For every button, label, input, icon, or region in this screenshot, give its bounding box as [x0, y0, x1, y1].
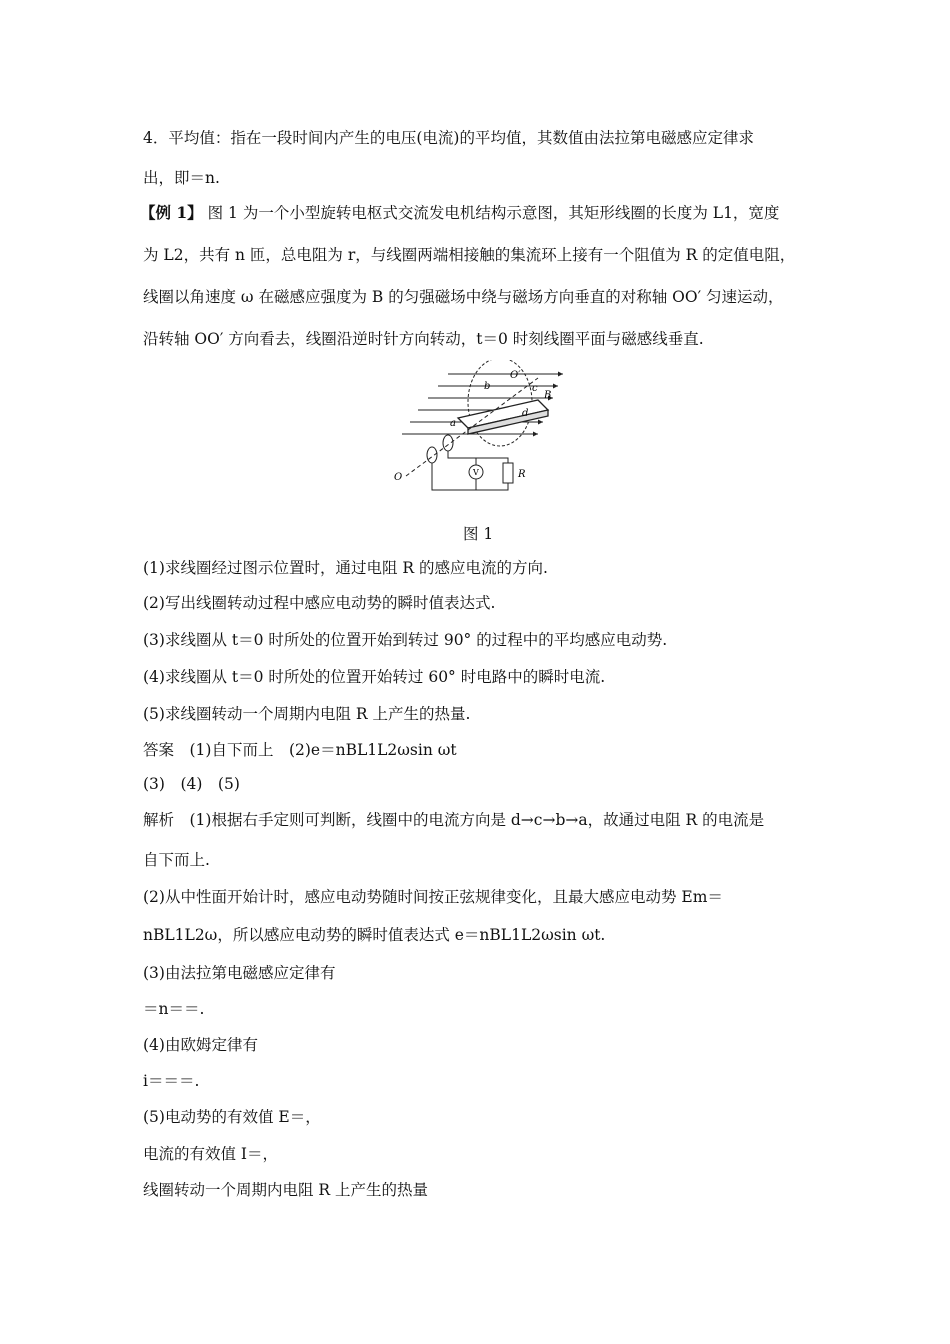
solution-line6: ＝n＝＝.	[143, 1000, 205, 1018]
question-5: (5)求线圈转动一个周期内电阻 R 上产生的热量.	[143, 705, 471, 723]
label-V: V	[473, 468, 479, 477]
solution-line5: (3)由法拉第电磁感应定律有	[143, 964, 336, 982]
label-B: B	[544, 390, 552, 401]
generator-diagram	[388, 360, 588, 500]
example-line4: 沿转轴 OO′ 方向看去，线圈沿逆时针方向转动，t＝0 时刻线圈平面与磁感线垂直.	[143, 330, 704, 348]
example-tag: 【例 1】	[140, 203, 203, 222]
figure-caption: 图 1	[463, 525, 494, 543]
slip-rings	[427, 435, 453, 463]
coil	[458, 400, 548, 434]
solution-line8: i＝＝＝.	[143, 1072, 200, 1090]
solution-line1: 解析 (1)根据右手定则可判断，线圈中的电流方向是 d→c→b→a，故通过电阻 R 的电流是	[143, 811, 765, 829]
label-O: O	[394, 472, 403, 483]
label-a: a	[450, 418, 456, 429]
example-text: 图 1 为一个小型旋转电枢式交流发电机结构示意图，其矩形线圈的长度为 L1，宽度	[207, 204, 780, 222]
label-b: b	[484, 381, 491, 392]
solution-line3: (2)从中性面开始计时，感应电动势随时间按正弦规律变化，且最大感应电动势 Em＝	[143, 888, 723, 906]
paragraph-average-value-line2: 出，即＝n.	[143, 169, 220, 187]
solution-line2: 自下而上.	[143, 851, 210, 869]
answer-line2: (3) (4) (5)	[143, 775, 240, 793]
example-line1	[140, 203, 779, 223]
solution-line9: (5)电动势的有效值 E＝，	[143, 1108, 321, 1126]
question-4: (4)求线圈从 t＝0 时所处的位置开始转过 60° 时电路中的瞬时电流.	[143, 668, 606, 686]
label-c: c	[532, 383, 538, 394]
label-d: d	[522, 408, 529, 419]
question-1: (1)求线圈经过图示位置时，通过电阻 R 的感应电流的方向.	[143, 559, 548, 577]
answer-line1: 答案 (1)自下而上 (2)e＝nBL1L2ωsin ωt	[143, 741, 457, 759]
solution-line10: 电流的有效值 I＝，	[143, 1145, 279, 1163]
solution-line4: nBL1L2ω，所以感应电动势的瞬时值表达式 e＝nBL1L2ωsin ωt.	[143, 926, 606, 944]
label-R: R	[518, 469, 526, 480]
question-3: (3)求线圈从 t＝0 时所处的位置开始到转过 90° 的过程中的平均感应电动势.	[143, 631, 668, 649]
example-line2: 为 L2，共有 n 匝，总电阻为 r，与线圈两端相接触的集流环上接有一个阻值为 R 的定值电阻，	[143, 246, 796, 264]
solution-line11: 线圈转动一个周期内电阻 R 上产生的热量	[143, 1181, 429, 1199]
question-2: (2)写出线圈转动过程中感应电动势的瞬时值表达式.	[143, 594, 496, 612]
paragraph-average-value-line1: 4．平均值：指在一段时间内产生的电压(电流)的平均值，其数值由法拉第电磁感应定律求	[143, 129, 754, 147]
example-line3: 线圈以角速度 ω 在磁感应强度为 B 的匀强磁场中绕与磁场方向垂直的对称轴 OO′ 匀速运动，	[143, 288, 784, 306]
solution-line7: (4)由欧姆定律有	[143, 1036, 258, 1054]
label-o-prime: O′	[510, 370, 521, 381]
